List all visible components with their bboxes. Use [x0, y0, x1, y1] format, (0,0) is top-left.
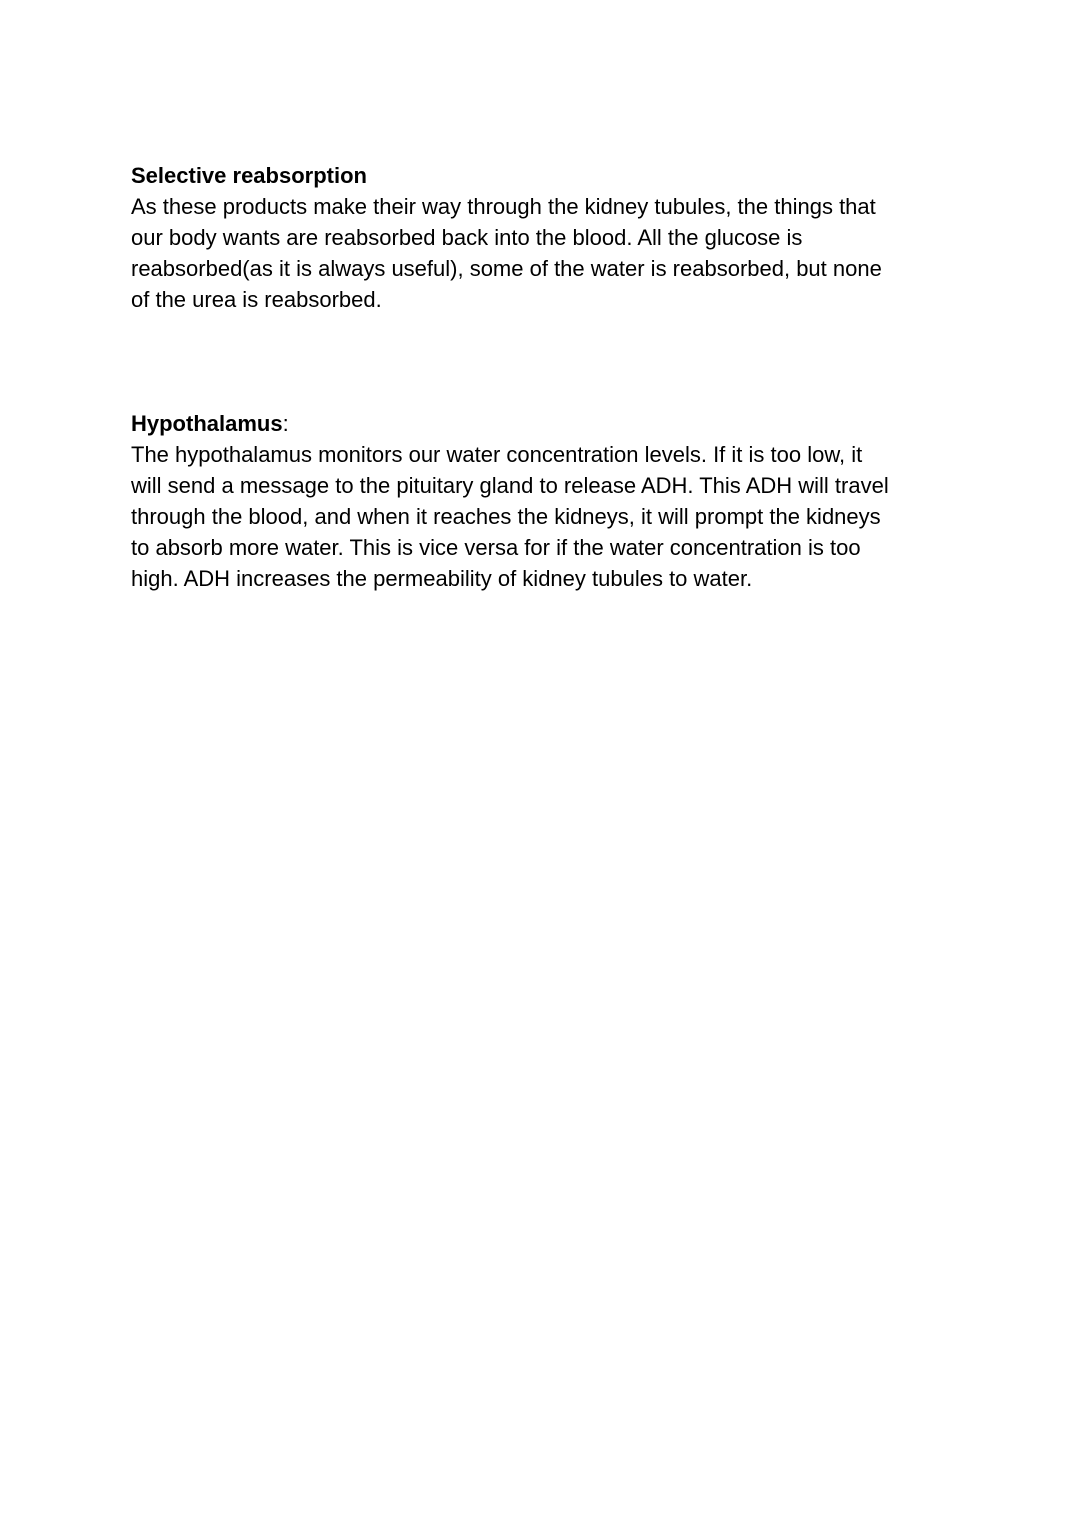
- paragraph-line: The hypothalamus monitors our water concentration levels. If it is too low, it: [131, 442, 863, 467]
- heading-text: Selective reabsorption: [131, 163, 367, 188]
- paragraph-line: reabsorbed(as it is always useful), some of the water is reabsorbed, but none: [131, 256, 882, 281]
- section-paragraph: [131, 191, 961, 315]
- paragraph-line: our body wants are reabsorbed back into the blood. All the glucose is: [131, 225, 803, 250]
- paragraph-line: will send a message to the pituitary gland to release ADH. This ADH will travel: [131, 473, 889, 498]
- paragraph-line: As these products make their way through the kidney tubules, the things that: [131, 194, 876, 219]
- section-paragraph: [131, 439, 961, 594]
- paragraph-line: through the blood, and when it reaches the kidneys, it will prompt the kidneys: [131, 504, 881, 529]
- section-heading: [131, 408, 961, 439]
- paragraph-line: to absorb more water. This is vice versa for if the water concentration is too: [131, 535, 861, 560]
- heading-text: Hypothalamus: [131, 411, 283, 436]
- paragraph-line: high. ADH increases the permeability of kidney tubules to water.: [131, 566, 753, 591]
- heading-suffix: :: [282, 411, 289, 436]
- section-hypothalamus: [131, 408, 961, 594]
- section-heading: [131, 160, 961, 191]
- section-selective-reabsorption: [131, 160, 961, 315]
- paragraph-line: of the urea is reabsorbed.: [131, 287, 382, 312]
